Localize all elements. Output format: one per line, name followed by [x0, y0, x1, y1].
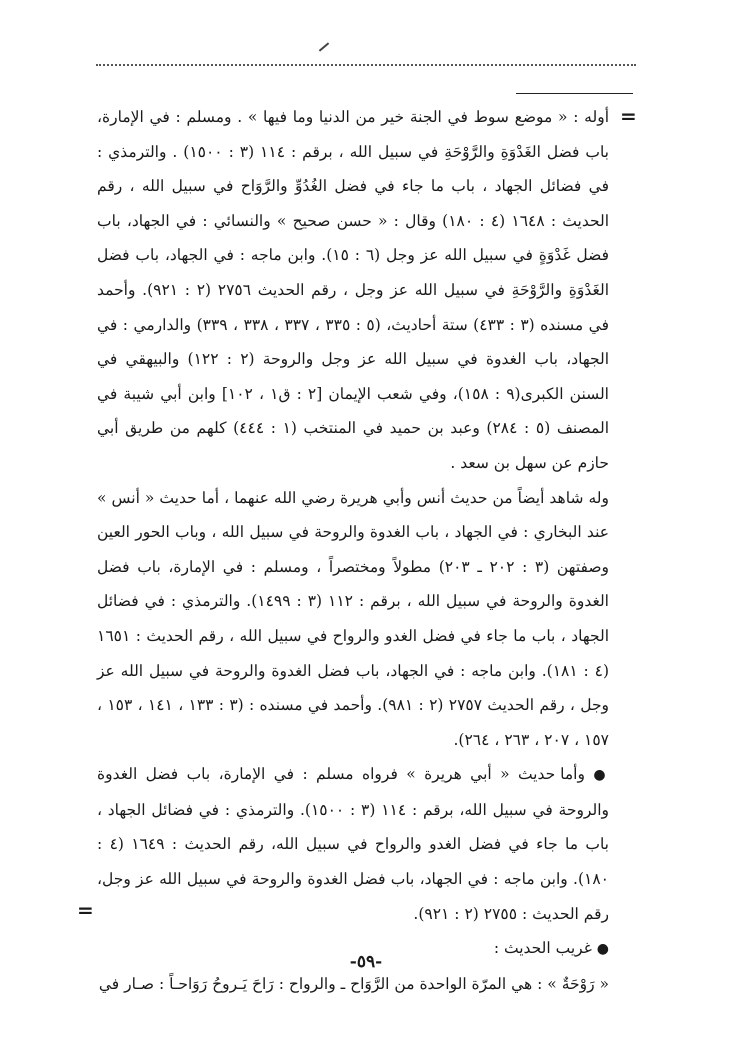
paragraph-text: « رَوْحَةٌ » : هي المرّة الواحدة من الرَّوَاح ـ والرواح : رَاحَ يَـروحُ رَوَاحـاً : صـار في — [98, 974, 609, 993]
footnote-paragraph — [97, 481, 609, 758]
footnote-body — [97, 100, 609, 1001]
heading-text: غريب الحديث : — [493, 939, 592, 958]
footnote-separator-rule — [516, 93, 633, 94]
footnote-paragraph — [97, 757, 609, 931]
header-tick-mark — [319, 42, 329, 51]
paragraph-text: وأما حديث « أبي هريرة » فرواه مسلم : في الإمارة، باب فضل الغدوة والروحة في سبيل الله، برقم : ١١٤ (٣ : ١٥٠٠). والترمذي : في فضائل الجهاد ، باب ما جاء في فضل الغدو والرواح في سبيل الله، رقم الحديث : ١٦٤٩ (٤ : ١٨٠). وابن ماجه : في الجهاد، باب فضل الغدوة والروحة في سبيل الله عز وجل، رقم الحديث : ٢٧٥٥ (٢ : ٩٢١). — [97, 765, 609, 923]
page-number: -٥٩- — [349, 952, 383, 972]
header-dotted-rule — [96, 64, 636, 66]
continuation-mark-bottom: = — [77, 898, 94, 922]
bullet-icon: ● — [593, 767, 609, 784]
continuation-mark-top: = — [620, 104, 637, 128]
footnote-paragraph — [97, 967, 609, 1002]
paragraph-text: وله شاهد أيضاً من حديث أنس وأبي هريرة رضي الله عنهما ، أما حديث « أنس » عند البخاري : في الجهاد ، باب الغدوة والروحة في سبيل الله ، وباب الحور العين وصفتهن (٣ : ٢٠٢ ـ ٢٠٣) مطولاً ومختصراً ، ومسلم : في الإمارة، باب فضل الغدوة والروحة في سبيل الله ، برقم : ١١٢ (٣ : ١٤٩٩). والترمذي : في فضائل الجهاد ، باب ما جاء في فضل الغدو والرواح في سبيل الله ، رقم الحديث : ١٦٥١ (٤ : ١٨١). وابن ماجه : في الجهاد، باب فضل الغدوة والروحة في سبيل الله عز وجل ، رقم الحديث ٢٧٥٧ (٢ : ٩٨١). وأحمد في مسنده : (٣ : ١٣٣ ، ١٤١ ، ١٥٣ ، ١٥٧ ، ٢٠٧ ، ٢٦٣ ، ٢٦٤). — [97, 488, 610, 749]
paragraph-text: أوله : « موضع سوط في الجنة خير من الدنيا وما فيها » . ومسلم : في الإمارة، باب فضل الغَدْوَةِ والرَّوْحَةِ في سبيل الله ، برقم : ١١٤ (٣ : ١٥٠٠) . والترمذي : في فضائل الجهاد ، باب ما جاء في فضل الغُدُوِّ والرَّوَاح في سبيل الله ، رقم الحديث : ١٦٤٨ (٤ : ١٨٠) وقال : « حسن صحيح » والنسائي : في الجهاد، باب فضل غَدْوَةٍ في سبيل الله عز وجل (٦ : ١٥). وابن ماجه : في الجهاد، باب فضل الغَدْوَةِ والرَّوْحَةِ في سبيل الله عز وجل ، رقم الحديث ٢٧٥٦ (٢ : ٩٢١). وأحمد في مسنده (٣ : ٤٣٣) ستة أحاديث، (٥ : ٣٣٥ ، ٣٣٧ ، ٣٣٨ ، ٣٣٩) والدارمي : في الجهاد، باب الغدوة في سبيل الله عز وجل والروحة (٢ : ١٢٢) والبيهقي في السنن الكبرى(٩ : ١٥٨)، وفي شعب الإيمان [٢ : ق١ ، ١٠٢] وابن أبي شيبة في المصنف (٥ : ٢٨٤) وعبد بن حميد في المنتخب (١ : ٤٤٤) كلهم من طريق أبي حازم عن سهل بن سعد . — [97, 108, 610, 472]
bullet-icon: ● — [596, 941, 609, 958]
footnote-paragraph — [97, 100, 609, 481]
